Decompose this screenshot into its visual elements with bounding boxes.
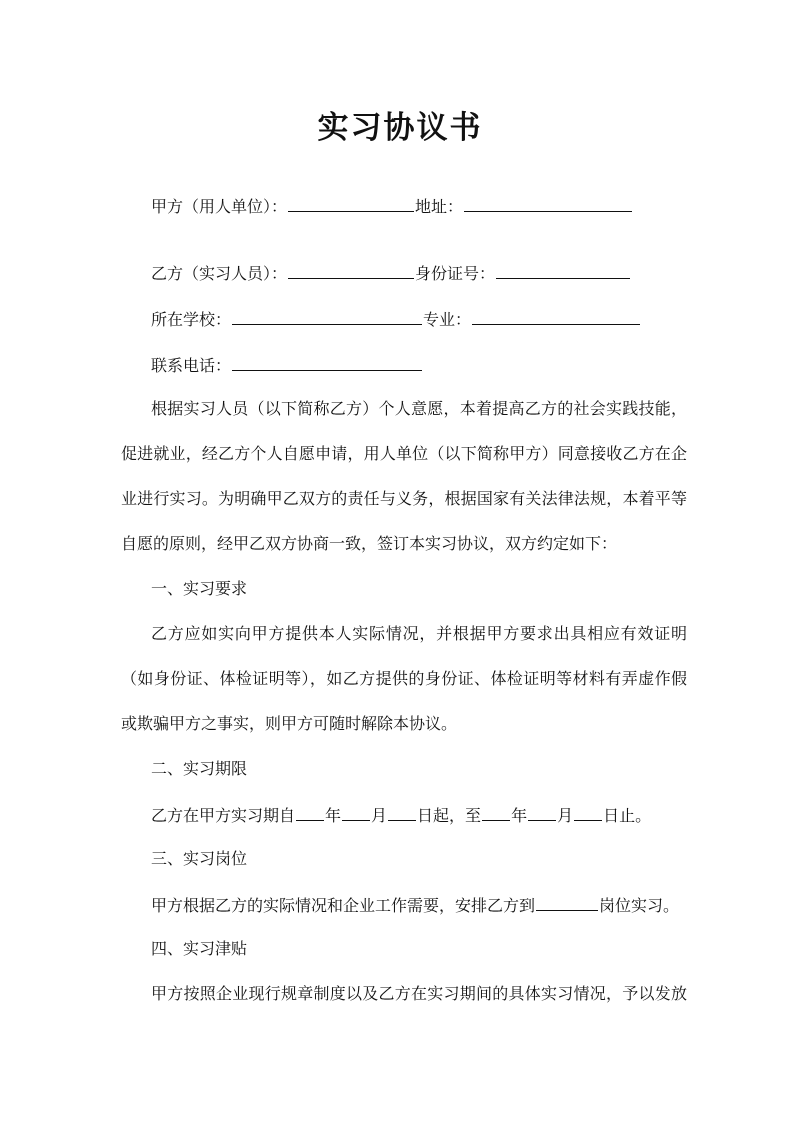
position-blank[interactable] xyxy=(536,892,598,911)
party-b-label: 乙方（实习人员）： xyxy=(151,264,288,283)
intro-line: 业进行实习。为明确甲乙双方的责任与义务，根据国家有关法律法规，本着平等 xyxy=(121,489,687,508)
id-number-blank[interactable] xyxy=(496,260,630,279)
section-text-line: 甲方按照企业现行规章制度以及乙方在实习期间的具体实习情况，予以发放 xyxy=(151,984,687,1003)
party-b-blank[interactable] xyxy=(288,260,414,279)
period-text: 日起，至 xyxy=(417,806,482,825)
end-month-blank[interactable] xyxy=(528,802,556,821)
start-year-blank[interactable] xyxy=(296,802,324,821)
section-text-line: （如身份证、体检证明等），如乙方提供的身份证、体检证明等材料有弄虚作假 xyxy=(121,669,687,688)
section-heading: 二、实习期限 xyxy=(151,759,248,778)
phone-row xyxy=(151,352,423,378)
address-blank[interactable] xyxy=(464,193,632,212)
school-blank[interactable] xyxy=(232,306,422,325)
section-heading: 一、实习要求 xyxy=(151,579,248,598)
school-label: 所在学校： xyxy=(151,310,232,329)
end-year-blank[interactable] xyxy=(482,802,510,821)
period-text: 年 xyxy=(511,806,528,825)
party-b-row xyxy=(151,260,631,286)
school-row xyxy=(151,306,641,332)
major-label: 专业： xyxy=(423,310,472,329)
party-a-label: 甲方（用人单位）： xyxy=(151,197,288,216)
end-day-blank[interactable] xyxy=(574,802,602,821)
section-heading: 三、实习岗位 xyxy=(151,849,248,868)
intro-line: 自愿的原则，经甲乙双方协商一致，签订本实习协议，双方约定如下： xyxy=(121,534,618,553)
position-text: 甲方根据乙方的实际情况和企业工作需要，安排乙方到 xyxy=(151,896,536,915)
address-label: 地址： xyxy=(415,197,464,216)
section-text-line: 乙方应如实向甲方提供本人实际情况，并根据甲方要求出具相应有效证明 xyxy=(151,624,687,643)
document-title: 实习协议书 xyxy=(317,110,483,146)
period-text: 年 xyxy=(325,806,342,825)
period-row xyxy=(151,802,651,828)
period-text: 月 xyxy=(557,806,574,825)
phone-label: 联系电话： xyxy=(151,356,232,375)
start-month-blank[interactable] xyxy=(342,802,370,821)
section-heading: 四、实习津贴 xyxy=(151,939,248,958)
id-number-label: 身份证号： xyxy=(415,264,496,283)
party-a-row xyxy=(151,193,633,219)
major-blank[interactable] xyxy=(472,306,640,325)
period-text: 月 xyxy=(371,806,388,825)
phone-blank[interactable] xyxy=(232,352,422,371)
intro-line: 促进就业，经乙方个人自愿申请，用人单位（以下简称甲方）同意接收乙方在企 xyxy=(121,444,687,463)
start-day-blank[interactable] xyxy=(388,802,416,821)
position-row xyxy=(151,892,679,918)
intro-line: 根据实习人员（以下简称乙方）个人意愿，本着提高乙方的社会实践技能， xyxy=(151,399,687,418)
position-text: 岗位实习。 xyxy=(599,896,680,915)
party-a-blank[interactable] xyxy=(288,193,414,212)
section-text-line: 或欺骗甲方之事实，则甲方可随时解除本协议。 xyxy=(121,714,458,733)
period-text: 日止。 xyxy=(603,806,652,825)
period-text: 乙方在甲方实习期自 xyxy=(151,806,296,825)
